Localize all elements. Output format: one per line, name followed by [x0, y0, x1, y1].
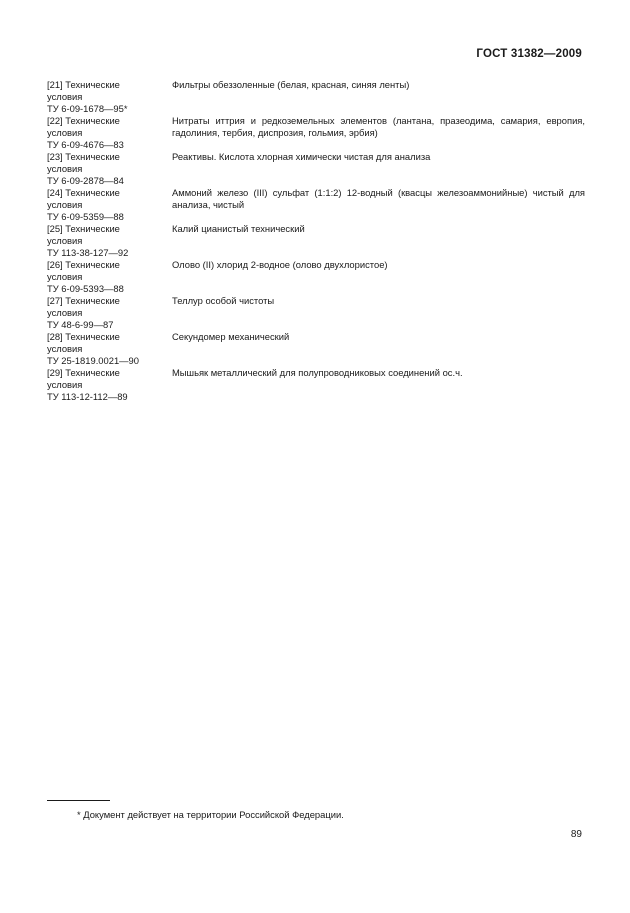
entry-description: Теллур особой чистоты — [172, 295, 275, 306]
entry-code: ТУ 6-09-2878—84 — [47, 175, 124, 186]
entry-code: ТУ 113-12-112—89 — [47, 391, 128, 402]
bibliography-entry-29 — [47, 367, 587, 403]
entry-number: [26] Технические — [47, 259, 120, 270]
entry-description: Олово (II) хлорид 2-водное (олово двухлористое) — [172, 259, 388, 270]
bibliography-entry-21 — [47, 79, 587, 115]
entry-reference — [47, 115, 172, 151]
bibliography-entry-26 — [47, 259, 587, 295]
entry-type: условия — [47, 163, 83, 174]
entry-number: [24] Технические — [47, 187, 120, 198]
footnote-divider — [47, 800, 110, 801]
bibliography-entry-24 — [47, 187, 587, 223]
footnote-text: * Документ действует на территории Российской Федерации. — [77, 809, 344, 820]
entry-type: условия — [47, 343, 83, 354]
entry-description: Калий цианистый технический — [172, 223, 305, 234]
entry-code: ТУ 6-09-1678—95* — [47, 103, 128, 114]
entry-code: ТУ 48-6-99—87 — [47, 319, 114, 330]
entry-description: Мышьяк металлический для полупроводниковых соединений ос.ч. — [172, 367, 463, 378]
document-header-title: ГОСТ 31382—2009 — [476, 48, 582, 60]
entry-code: ТУ 6-09-5359—88 — [47, 211, 124, 222]
entry-type: условия — [47, 235, 83, 246]
entry-number: [27] Технические — [47, 295, 120, 306]
entry-code: ТУ 113-38-127—92 — [47, 247, 129, 258]
entry-code: ТУ 25-1819.0021—90 — [47, 355, 139, 366]
entry-code: ТУ 6-09-5393—88 — [47, 283, 124, 294]
bibliography-entry-27 — [47, 295, 587, 331]
entry-number: [28] Технические — [47, 331, 120, 342]
entry-number: [22] Технические — [47, 115, 120, 126]
entry-number: [29] Технические — [47, 367, 120, 378]
page-number: 89 — [570, 829, 582, 840]
bibliography-entry-28 — [47, 331, 587, 367]
entry-reference — [47, 151, 172, 187]
entry-description: Аммоний железо (III) сульфат (1:1:2) 12-водный (квасцы железоаммонийные) чистый для анализа, чистый — [172, 187, 585, 210]
bibliography-entry-22 — [47, 115, 587, 151]
entry-number: [23] Технические — [47, 151, 120, 162]
bibliography-entry-25 — [47, 223, 587, 259]
entry-type: условия — [47, 307, 83, 318]
entry-reference — [47, 295, 172, 331]
entry-description: Секундомер механический — [172, 331, 290, 342]
entry-number: [25] Технические — [47, 223, 120, 234]
entry-type: условия — [47, 271, 83, 282]
entry-code: ТУ 6-09-4676—83 — [47, 139, 124, 150]
entry-reference — [47, 259, 172, 295]
entry-type: условия — [47, 199, 83, 210]
entry-type: условия — [47, 127, 83, 138]
entry-number: [21] Технические — [47, 79, 120, 90]
entry-description: Нитраты иттрия и редкоземельных элементов (лантана, празеодима, самария, европия, гадолиния, тербия, диспрозия, гольмия, эрбия) — [172, 115, 585, 138]
entry-reference — [47, 331, 172, 367]
entry-description: Фильтры обеззоленные (белая, красная, синяя ленты) — [172, 79, 410, 90]
entry-reference — [47, 79, 172, 115]
entry-reference — [47, 367, 172, 403]
bibliography-entry-23 — [47, 151, 587, 187]
entry-type: условия — [47, 91, 83, 102]
entry-description: Реактивы. Кислота хлорная химически чистая для анализа — [172, 151, 431, 162]
entry-reference — [47, 187, 172, 223]
entry-reference — [47, 223, 172, 259]
bibliography-list — [47, 79, 587, 403]
entry-type: условия — [47, 379, 83, 390]
